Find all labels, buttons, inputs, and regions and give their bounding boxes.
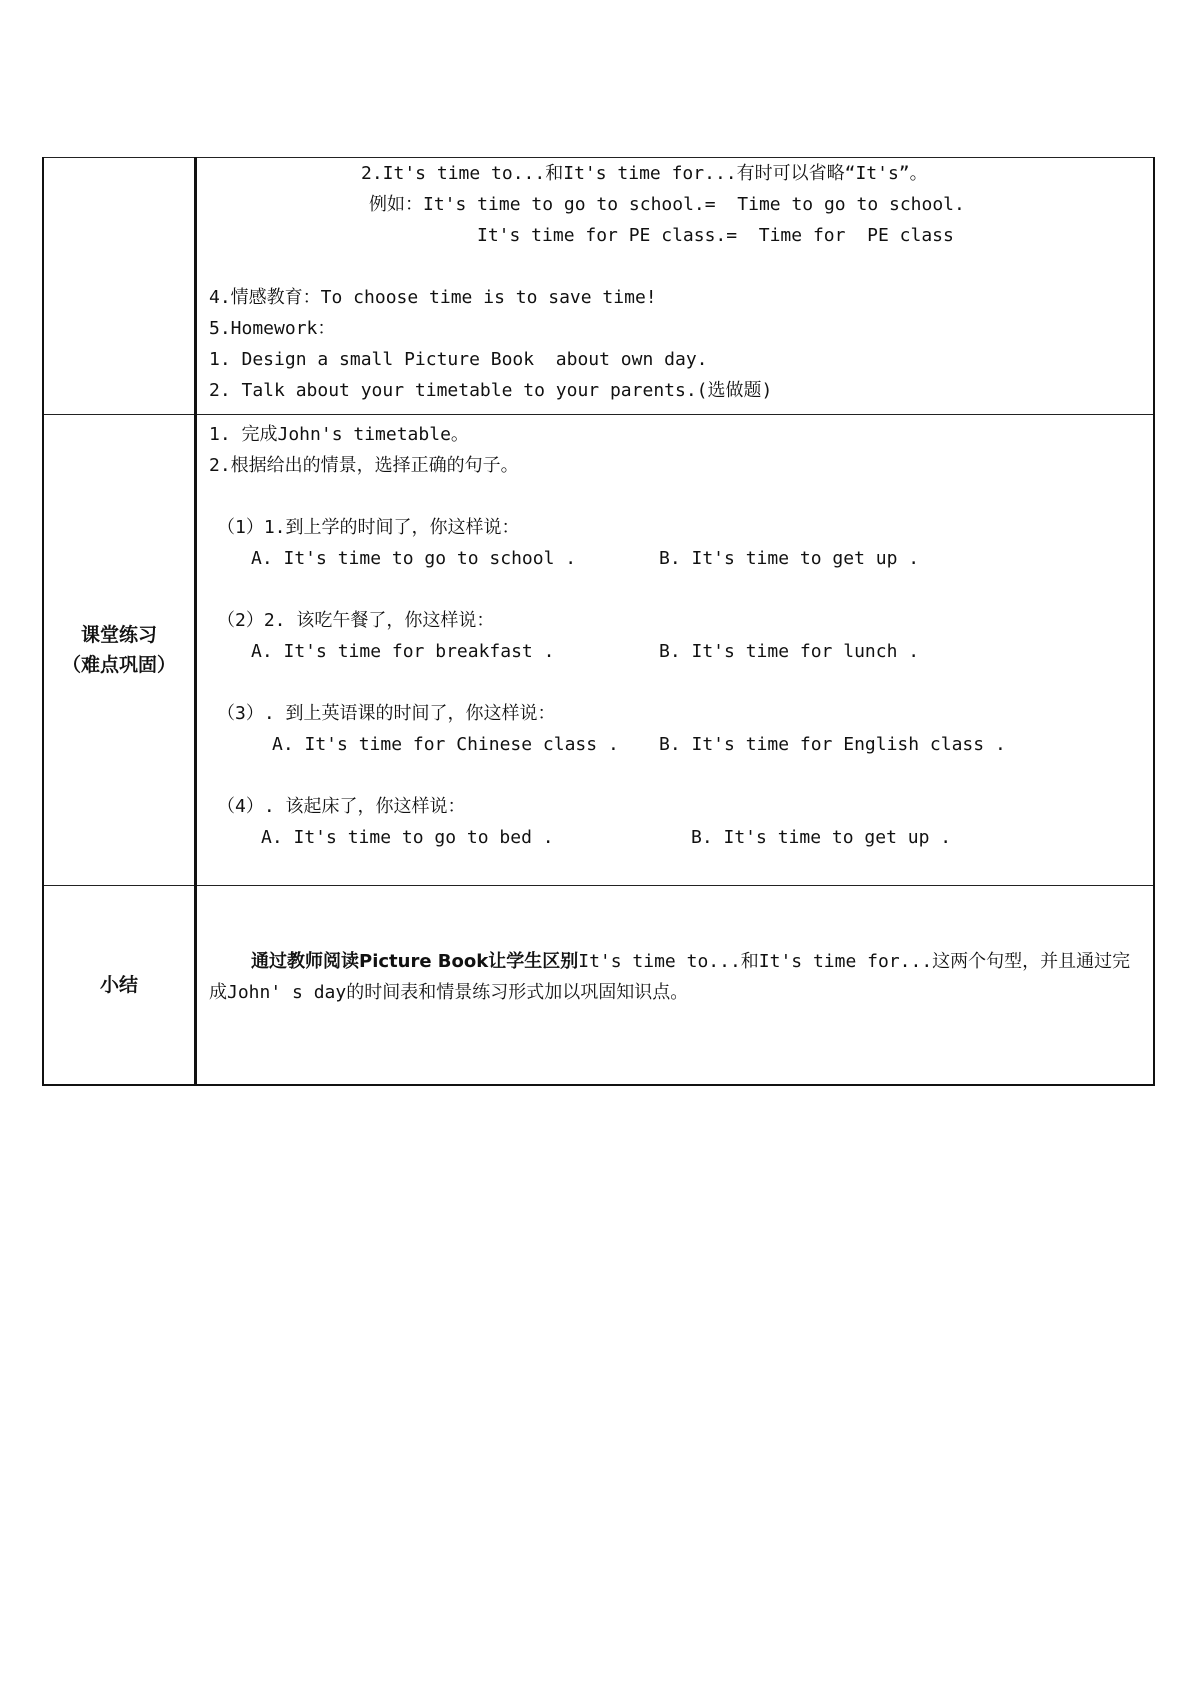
row-label-practice (43, 415, 196, 886)
table-row-summary (43, 886, 1154, 1086)
question-4-options (209, 822, 1153, 853)
spacer (209, 760, 1153, 791)
practice-intro-1: 1. 完成John's timetable。 (209, 424, 469, 445)
summary-cell (196, 886, 1155, 1086)
question-4-prompt: （4）. 该起床了，你这样说： (217, 796, 466, 817)
spacer (209, 667, 1153, 698)
question-3-option-a: A. It's time for Chinese class . (272, 734, 619, 755)
summary-paragraph (197, 886, 1153, 1008)
homework-item-1: 1. Design a small Picture Book about own day. (209, 349, 708, 370)
practice-label-line1: 课堂练习 (80, 624, 157, 646)
example-line-2: It's time for PE class.= Time for PE class (477, 225, 954, 246)
emotional-education-line: 4.情感教育：To choose time is to save time! (209, 287, 657, 308)
homework-heading: 5.Homework： (209, 318, 336, 339)
spacer (209, 481, 1153, 512)
example-line-1: 例如：It's time to go to school.= Time to go to school. (369, 194, 965, 215)
summary-rest-text: It's time to...和It's time for...这两个句型，并且通过完成John' s day的时间表和情景练习形式加以巩固知识点。 (209, 951, 1131, 1003)
question-3-options (209, 729, 1153, 760)
question-2-option-a: A. It's time for breakfast . (251, 641, 555, 662)
question-2-option-b: B. It's time for lunch . (659, 641, 920, 662)
spacer (209, 574, 1153, 605)
spacer (209, 251, 1153, 282)
question-3-prompt: （3）. 到上英语课的时间了，你这样说： (217, 703, 556, 724)
practice-cell (196, 415, 1155, 886)
summary-label: 小结 (99, 974, 138, 996)
question-1-option-a: A. It's time to go to school . (251, 548, 577, 569)
practice-intro-2: 2.根据给出的情景，选择正确的句子。 (209, 455, 519, 476)
row-label-empty (43, 158, 196, 415)
question-2-options (209, 636, 1153, 667)
question-1-prompt: （1）1.到上学的时间了，你这样说： (217, 517, 520, 538)
table-row-grammar-homework (43, 158, 1154, 415)
summary-bold-text: 通过教师阅读Picture Book让学生区别 (251, 951, 579, 972)
question-4-option-a: A. It's time to go to bed . (261, 827, 554, 848)
question-1-option-b: B. It's time to get up . (659, 548, 920, 569)
table-row-practice (43, 415, 1154, 886)
practice-label-line2: （难点巩固） (61, 654, 176, 676)
question-2-prompt: （2）2. 该吃午餐了，你这样说： (217, 610, 495, 631)
grammar-note-line: 2.It's time to...和It's time for...有时可以省略“It's”。 (361, 163, 928, 184)
lesson-plan-table (42, 157, 1155, 1086)
question-3-option-b: B. It's time for English class . (659, 734, 1006, 755)
homework-item-2: 2. Talk about your timetable to your parents.(选做题) (209, 380, 773, 401)
row-label-summary (43, 886, 196, 1086)
grammar-homework-cell (196, 158, 1155, 415)
question-4-option-b: B. It's time to get up . (691, 827, 952, 848)
question-1-options (209, 543, 1153, 574)
